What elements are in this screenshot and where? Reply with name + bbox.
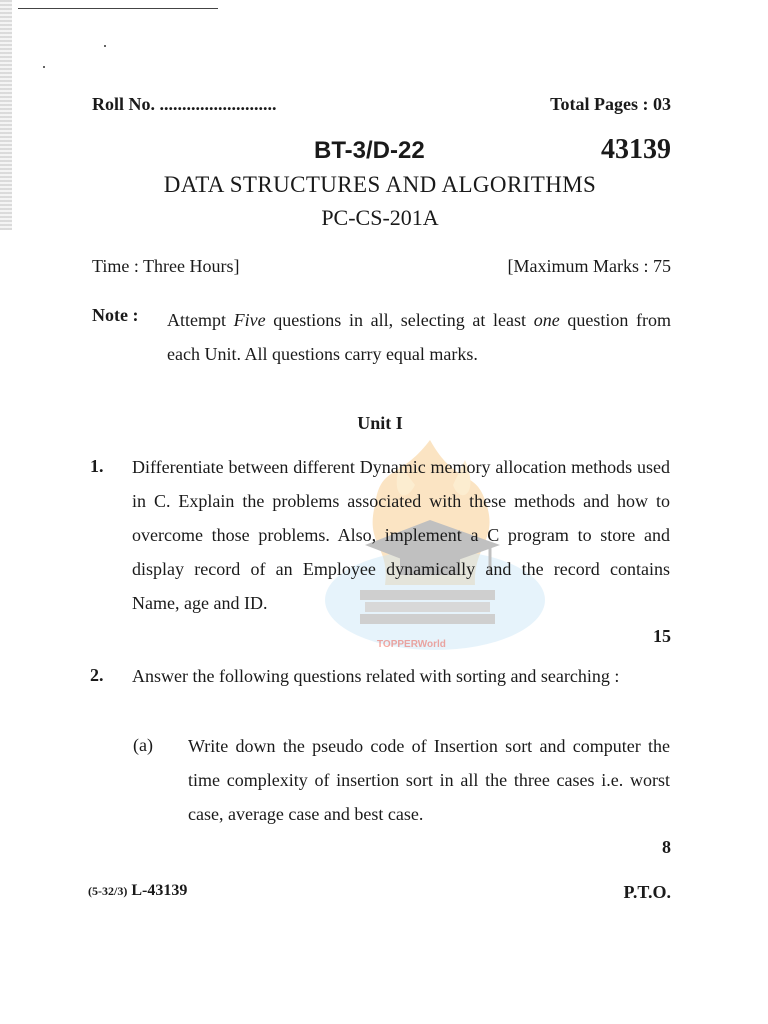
watermark-text: TOPPERWorld bbox=[377, 639, 446, 650]
question-number: 2. bbox=[90, 665, 104, 685]
question-text: Differentiate between different Dynamic memory allocation methods used in C. Explain the problems associated with these methods and how to overcome those problems. Also, implement a C program to store and display record of an Employee dynamically and the record contains Name, age and ID. bbox=[132, 457, 670, 613]
note-label: Note : bbox=[92, 305, 139, 325]
scan-speck bbox=[43, 66, 45, 68]
footer-paper-code: (5-32/3) L-43139 bbox=[88, 882, 188, 899]
total-pages: Total Pages : 03 bbox=[550, 94, 671, 114]
question-marks: 15 bbox=[653, 626, 671, 646]
unit-heading: Unit I bbox=[357, 413, 403, 433]
page-turn-over: P.T.O. bbox=[623, 882, 671, 902]
scan-speck bbox=[104, 45, 106, 47]
scan-top-line bbox=[18, 8, 218, 9]
question-part-label: (a) bbox=[133, 735, 153, 755]
subject-code: PC-CS-201A bbox=[321, 205, 439, 230]
roll-number-line: Roll No. .......................... bbox=[92, 94, 277, 114]
question-number: 1. bbox=[90, 456, 104, 476]
question-part-text: Write down the pseudo code of Insertion sort and computer the time complexity of insertion sort in all the three cases i.e. worst case, average case and best case. bbox=[188, 736, 670, 824]
maximum-marks: [Maximum Marks : 75 bbox=[507, 256, 671, 276]
exam-duration: Time : Three Hours] bbox=[92, 256, 240, 276]
paper-title: DATA STRUCTURES AND ALGORITHMS bbox=[163, 172, 597, 197]
exam-code: BT-3/D-22 bbox=[314, 137, 425, 164]
question-part-marks: 8 bbox=[662, 837, 671, 857]
note-text: Attempt Five questions in all, selecting at least one question from each Unit. All questions carry equal marks. bbox=[167, 310, 671, 364]
paper-number: 43139 bbox=[601, 134, 671, 165]
question-text: Answer the following questions related with sorting and searching : bbox=[132, 666, 620, 686]
